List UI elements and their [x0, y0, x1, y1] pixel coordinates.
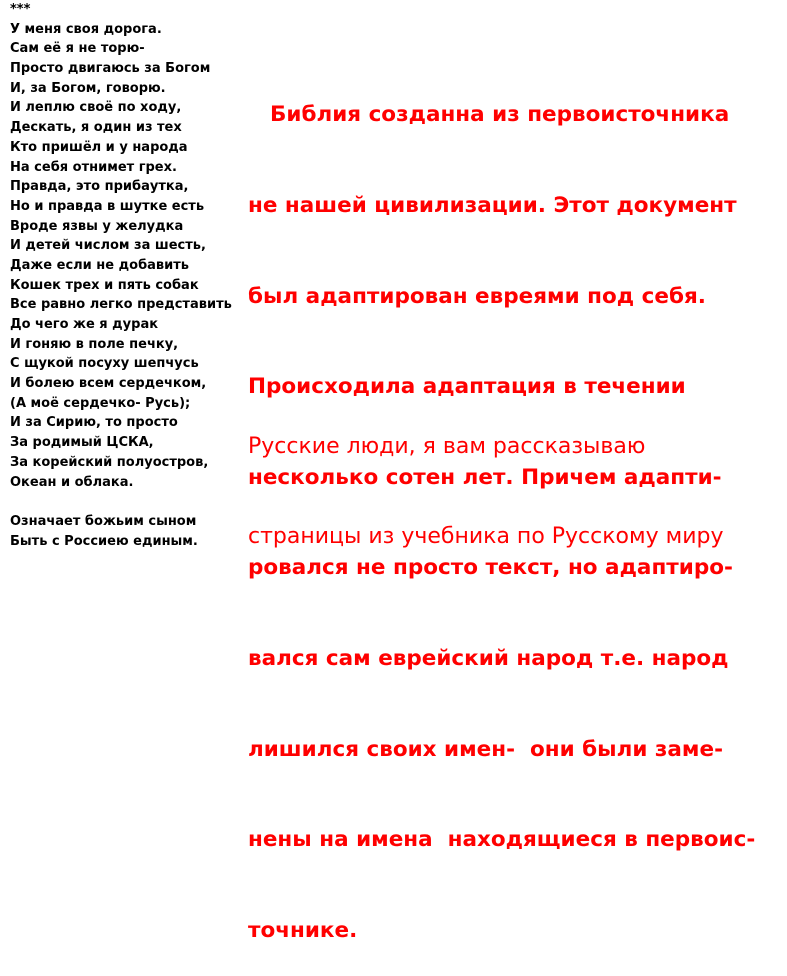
message-line: вался сам еврейский народ т.е. народ — [248, 645, 729, 671]
poem-line: С щукой посуху шепчусь — [10, 356, 199, 372]
poem-line: До чего же я дурак — [10, 317, 159, 332]
appeal-line: Русские люди, я вам рассказываю — [248, 434, 646, 459]
message-line: был адаптирован евреями под себя. — [248, 283, 706, 309]
poem-line: За родимый ЦСКА, — [10, 435, 154, 451]
appeal-text-block — [248, 372, 723, 582]
poem-line: И, за Богом, говорю. — [10, 80, 166, 96]
poem-line: Кошек трех и пять собак — [10, 277, 199, 293]
poem-line: Все равно легко представить — [10, 297, 232, 313]
poem-line: У меня своя дорога. — [10, 21, 162, 37]
poem-line: Сам её я не торю- — [10, 41, 145, 57]
message-line: нены на имена находящиеся в первоис- — [248, 827, 756, 853]
poem-line: Просто двигаюсь за Богом — [10, 61, 211, 77]
poem-line: Океан и облака. — [10, 474, 134, 490]
message-line: не нашей цивилизации. Этот документ — [248, 193, 737, 218]
poem-line: (А моё сердечко- Русь); — [10, 395, 191, 411]
poem-line: Быть с Россиею единым. — [10, 533, 198, 549]
message-line: ровался не просто текст, но адаптиро- — [248, 555, 733, 581]
poem-line: Вроде язвы у желудка — [10, 218, 184, 234]
poem-line: И болею всем сердечком, — [10, 376, 207, 392]
poem-line: Означает божьим сыном — [10, 513, 197, 529]
message-line: Происходила адаптация в течении — [248, 374, 686, 400]
stanza-gap — [10, 492, 232, 512]
poem-text-block — [10, 0, 232, 551]
poem-line: И за Сирию, то просто — [10, 415, 178, 431]
message-line: Библия созданна из первоисточника — [270, 102, 730, 128]
message-line: лишился своих имен- они были заме- — [248, 736, 724, 762]
message-line: несколько сотен лет. Причем адапти- — [248, 464, 722, 490]
poem-line: Дескать, я один из тех — [10, 120, 182, 136]
poem-line: Кто пришёл и у народа — [10, 139, 188, 155]
poem-line: За корейский полуостров, — [10, 454, 209, 470]
poem-line: Даже если не добавить — [10, 257, 190, 273]
poem-line: И леплю своё по ходу, — [10, 100, 182, 116]
poem-line: И детей числом за шесть, — [10, 238, 206, 254]
poem-line: На себя отнимет грех. — [10, 159, 177, 175]
message-line: точнике. — [248, 917, 358, 943]
poem-line: Правда, это прибаутка, — [10, 179, 189, 195]
appeal-line: страницы из учебника по Русскому миру — [248, 524, 724, 549]
poem-marker: *** — [10, 2, 31, 17]
poem-line: Но и правда в шутке есть — [10, 198, 205, 214]
poem-line: И гоняю в поле печку, — [10, 336, 179, 352]
